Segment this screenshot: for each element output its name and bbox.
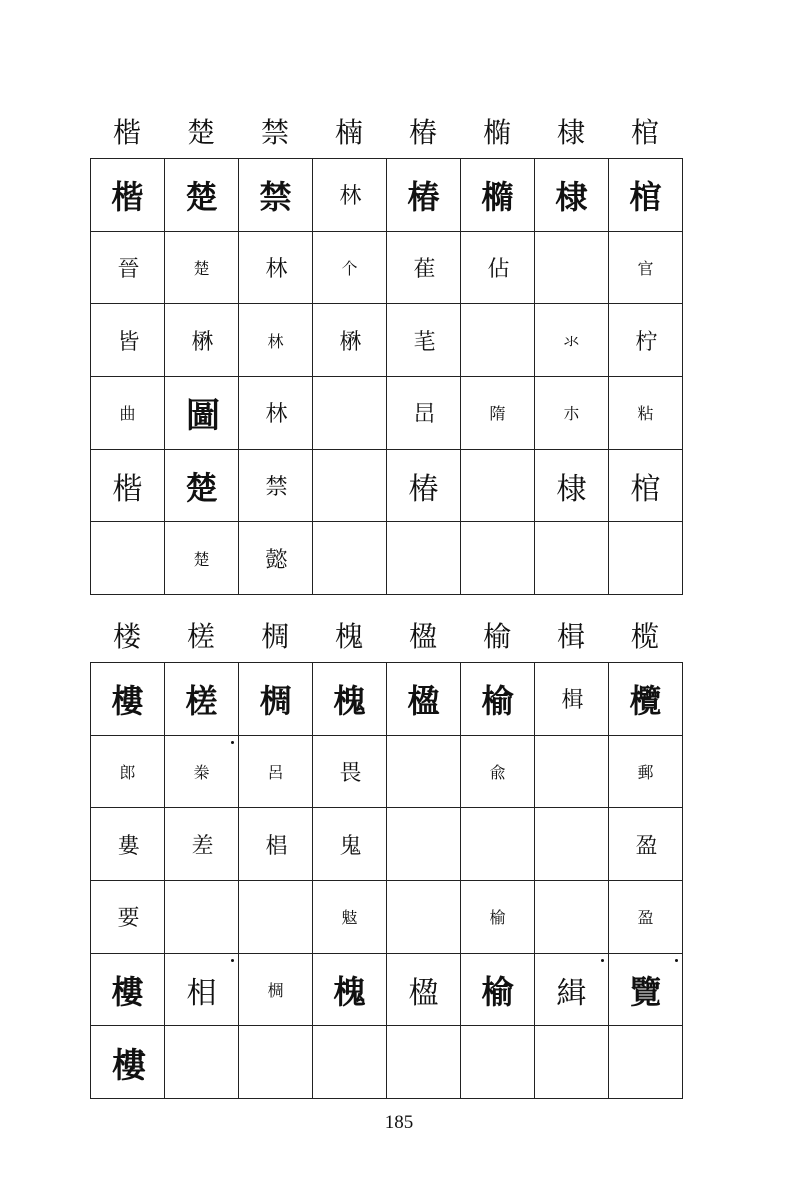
glyph-form: 樓: [112, 1045, 143, 1086]
glyph-cell: [91, 1026, 165, 1099]
glyph-cell: [461, 304, 535, 377]
glyph-cell: [91, 450, 165, 523]
glyph-form: 盈: [635, 833, 656, 859]
glyph-cell: [165, 663, 239, 736]
glyph-form: 柠: [635, 329, 656, 355]
glyph-form: 欖: [629, 681, 662, 720]
glyph-form: 椆: [259, 681, 292, 720]
glyph-cell: [91, 232, 165, 305]
glyph-form: 椿: [407, 177, 440, 216]
glyph-cell: [91, 736, 165, 809]
glyph-cell: [609, 450, 683, 523]
glyph-form: 覽: [629, 972, 662, 1011]
column-header: 椿: [408, 116, 437, 149]
glyph-cell: [239, 663, 313, 736]
glyph-cell: [609, 522, 683, 595]
glyph-cell: [165, 232, 239, 305]
glyph-cell: [535, 522, 609, 595]
glyph-cell: [239, 954, 313, 1027]
glyph-form: 棺: [630, 471, 661, 507]
glyph-cell: [239, 304, 313, 377]
glyph-cell: [239, 522, 313, 595]
glyph-cell: [535, 450, 609, 523]
glyph-cell: [313, 450, 387, 523]
glyph-form: 官: [637, 259, 654, 279]
glyph-cell: [535, 736, 609, 809]
glyph-cell: [91, 304, 165, 377]
glyph-form: 樓: [111, 972, 144, 1011]
glyph-cell: [461, 954, 535, 1027]
glyph-cell: [461, 522, 535, 595]
glyph-cell: [165, 304, 239, 377]
marker-dot: [601, 959, 604, 962]
glyph-cell: [313, 522, 387, 595]
glyph-cell: [609, 304, 683, 377]
column-header: 楫: [556, 620, 585, 653]
glyph-cell: [91, 159, 165, 232]
column-header: 楼: [112, 620, 141, 653]
character-grid: [90, 662, 683, 1099]
glyph-cell: [387, 1026, 461, 1099]
character-grid: [90, 158, 683, 595]
glyph-form: 禁: [259, 177, 292, 216]
glyph-cell: [91, 663, 165, 736]
glyph-cell: [165, 522, 239, 595]
glyph-form: 差: [191, 833, 212, 859]
glyph-form: 橢: [481, 177, 514, 216]
glyph-form: 畏: [339, 761, 360, 787]
glyph-cell: [461, 808, 535, 881]
glyph-cell: [387, 954, 461, 1027]
glyph-cell: [165, 954, 239, 1027]
glyph-form: 棣: [556, 471, 587, 507]
glyph-cell: [461, 450, 535, 523]
glyph-cell: [313, 304, 387, 377]
glyph-form: 鬼: [339, 833, 360, 859]
glyph-cell: [609, 881, 683, 954]
column-header: 楷: [112, 116, 141, 149]
glyph-form: 林: [265, 257, 286, 283]
glyph-form: 晉: [117, 257, 138, 283]
glyph-cell: [313, 736, 387, 809]
glyph-form: 郎: [119, 763, 136, 783]
glyph-cell: [535, 304, 609, 377]
glyph-cell: [387, 736, 461, 809]
glyph-form: 楫: [561, 688, 582, 714]
glyph-form: 林: [267, 331, 284, 351]
header-row: [90, 619, 682, 655]
glyph-form: 楷: [111, 177, 144, 216]
glyph-cell: [609, 808, 683, 881]
glyph-cell: [461, 736, 535, 809]
column-header: 禁: [260, 116, 289, 149]
glyph-form: 椆: [267, 981, 284, 1001]
glyph-cell: [461, 663, 535, 736]
glyph-cell: [239, 736, 313, 809]
glyph-cell: [165, 808, 239, 881]
glyph-cell: [461, 232, 535, 305]
glyph-cell: [609, 663, 683, 736]
glyph-form: 樓: [111, 681, 144, 720]
glyph-cell: [609, 736, 683, 809]
glyph-form: 佔: [487, 257, 508, 283]
column-header: 楚: [186, 116, 215, 149]
glyph-cell: [535, 954, 609, 1027]
glyph-form: 槎: [185, 681, 218, 720]
glyph-form: 緝: [556, 975, 587, 1011]
glyph-cell: [313, 954, 387, 1027]
glyph-form: 楚: [185, 177, 218, 216]
glyph-cell: [91, 377, 165, 450]
glyph-cell: [239, 450, 313, 523]
glyph-form: 皆: [117, 329, 138, 355]
column-header: 楠: [334, 116, 363, 149]
glyph-cell: [609, 232, 683, 305]
column-header: 槎: [186, 620, 215, 653]
glyph-form: 禁: [265, 475, 286, 501]
glyph-cell: [387, 808, 461, 881]
glyph-form: 槐: [333, 972, 366, 1011]
table-block-1: [90, 115, 682, 595]
glyph-form: 圖: [186, 396, 217, 437]
glyph-cell: [313, 808, 387, 881]
glyph-cell: [165, 450, 239, 523]
glyph-cell: [535, 159, 609, 232]
glyph-form: 楚: [193, 259, 210, 279]
glyph-form: 林: [265, 402, 286, 428]
glyph-form: 楹: [407, 681, 440, 720]
column-header: 榆: [482, 620, 511, 653]
glyph-cell: [239, 377, 313, 450]
glyph-cell: [165, 736, 239, 809]
glyph-cell: [387, 450, 461, 523]
glyph-cell: [313, 377, 387, 450]
glyph-form: 旵: [413, 402, 434, 428]
glyph-form: 林: [339, 184, 360, 210]
glyph-form: 婁: [117, 833, 138, 859]
glyph-cell: [535, 377, 609, 450]
glyph-form: 桊: [193, 763, 210, 783]
glyph-cell: [387, 522, 461, 595]
glyph-form: 榆: [489, 908, 506, 928]
glyph-form: 隋: [489, 404, 506, 424]
column-header: 榄: [630, 620, 659, 653]
glyph-cell: [165, 159, 239, 232]
glyph-form: 呂: [267, 763, 284, 783]
marker-dot: [231, 741, 234, 744]
glyph-cell: [239, 881, 313, 954]
glyph-cell: [535, 808, 609, 881]
glyph-cell: [535, 232, 609, 305]
table-block-2: [90, 619, 682, 1099]
glyph-cell: [609, 954, 683, 1027]
glyph-cell: [461, 159, 535, 232]
marker-dot: [675, 959, 678, 962]
glyph-cell: [609, 1026, 683, 1099]
glyph-cell: [313, 663, 387, 736]
glyph-cell: [461, 1026, 535, 1099]
page-number: 185: [384, 1112, 414, 1133]
glyph-form: 棣: [555, 177, 588, 216]
column-header: 椆: [260, 620, 289, 653]
glyph-cell: [535, 1026, 609, 1099]
glyph-cell: [239, 808, 313, 881]
glyph-cell: [91, 808, 165, 881]
glyph-form: 楚: [193, 549, 210, 569]
column-header: 棣: [556, 116, 585, 149]
glyph-form: 氺: [563, 331, 580, 351]
glyph-form: 楙: [191, 329, 212, 355]
glyph-cell: [165, 1026, 239, 1099]
glyph-form: 椿: [408, 471, 439, 507]
glyph-cell: [609, 377, 683, 450]
glyph-cell: [387, 232, 461, 305]
glyph-form: 郵: [637, 763, 654, 783]
glyph-form: 鬾: [341, 908, 358, 928]
glyph-cell: [313, 1026, 387, 1099]
glyph-cell: [239, 232, 313, 305]
glyph-form: 兪: [489, 763, 506, 783]
glyph-cell: [535, 663, 609, 736]
glyph-form: 椙: [265, 833, 286, 859]
glyph-form: 要: [117, 906, 138, 932]
glyph-cell: [535, 881, 609, 954]
glyph-form: 曲: [119, 404, 136, 424]
glyph-form: 相: [186, 975, 217, 1011]
glyph-cell: [461, 881, 535, 954]
glyph-cell: [387, 881, 461, 954]
glyph-form: 朩: [563, 404, 580, 424]
column-header: 椭: [482, 116, 511, 149]
glyph-form: 榆: [481, 972, 514, 1011]
glyph-form: 楹: [408, 975, 439, 1011]
marker-dot: [231, 959, 234, 962]
glyph-cell: [387, 377, 461, 450]
glyph-cell: [609, 159, 683, 232]
glyph-form: 楙: [339, 329, 360, 355]
glyph-cell: [387, 159, 461, 232]
glyph-cell: [91, 522, 165, 595]
glyph-cell: [313, 159, 387, 232]
column-header: 楹: [408, 620, 437, 653]
glyph-form: 楷: [112, 471, 143, 507]
glyph-form: 萑: [413, 257, 434, 283]
glyph-form: 楚: [185, 468, 218, 507]
glyph-form: 榆: [481, 681, 514, 720]
glyph-form: 盈: [637, 908, 654, 928]
glyph-cell: [461, 377, 535, 450]
glyph-cell: [313, 232, 387, 305]
glyph-form: 棺: [629, 177, 662, 216]
glyph-cell: [313, 881, 387, 954]
column-header: 棺: [630, 116, 659, 149]
glyph-cell: [239, 1026, 313, 1099]
header-row: [90, 115, 682, 151]
glyph-form: 槐: [333, 681, 366, 720]
glyph-cell: [165, 881, 239, 954]
glyph-cell: [387, 663, 461, 736]
column-header: 槐: [334, 620, 363, 653]
glyph-cell: [165, 377, 239, 450]
glyph-form: 懿: [265, 547, 286, 573]
glyph-cell: [239, 159, 313, 232]
glyph-form: 个: [341, 259, 358, 279]
glyph-cell: [91, 954, 165, 1027]
glyph-cell: [387, 304, 461, 377]
glyph-form: 粘: [637, 404, 654, 424]
glyph-cell: [91, 881, 165, 954]
glyph-form: 芼: [413, 329, 434, 355]
